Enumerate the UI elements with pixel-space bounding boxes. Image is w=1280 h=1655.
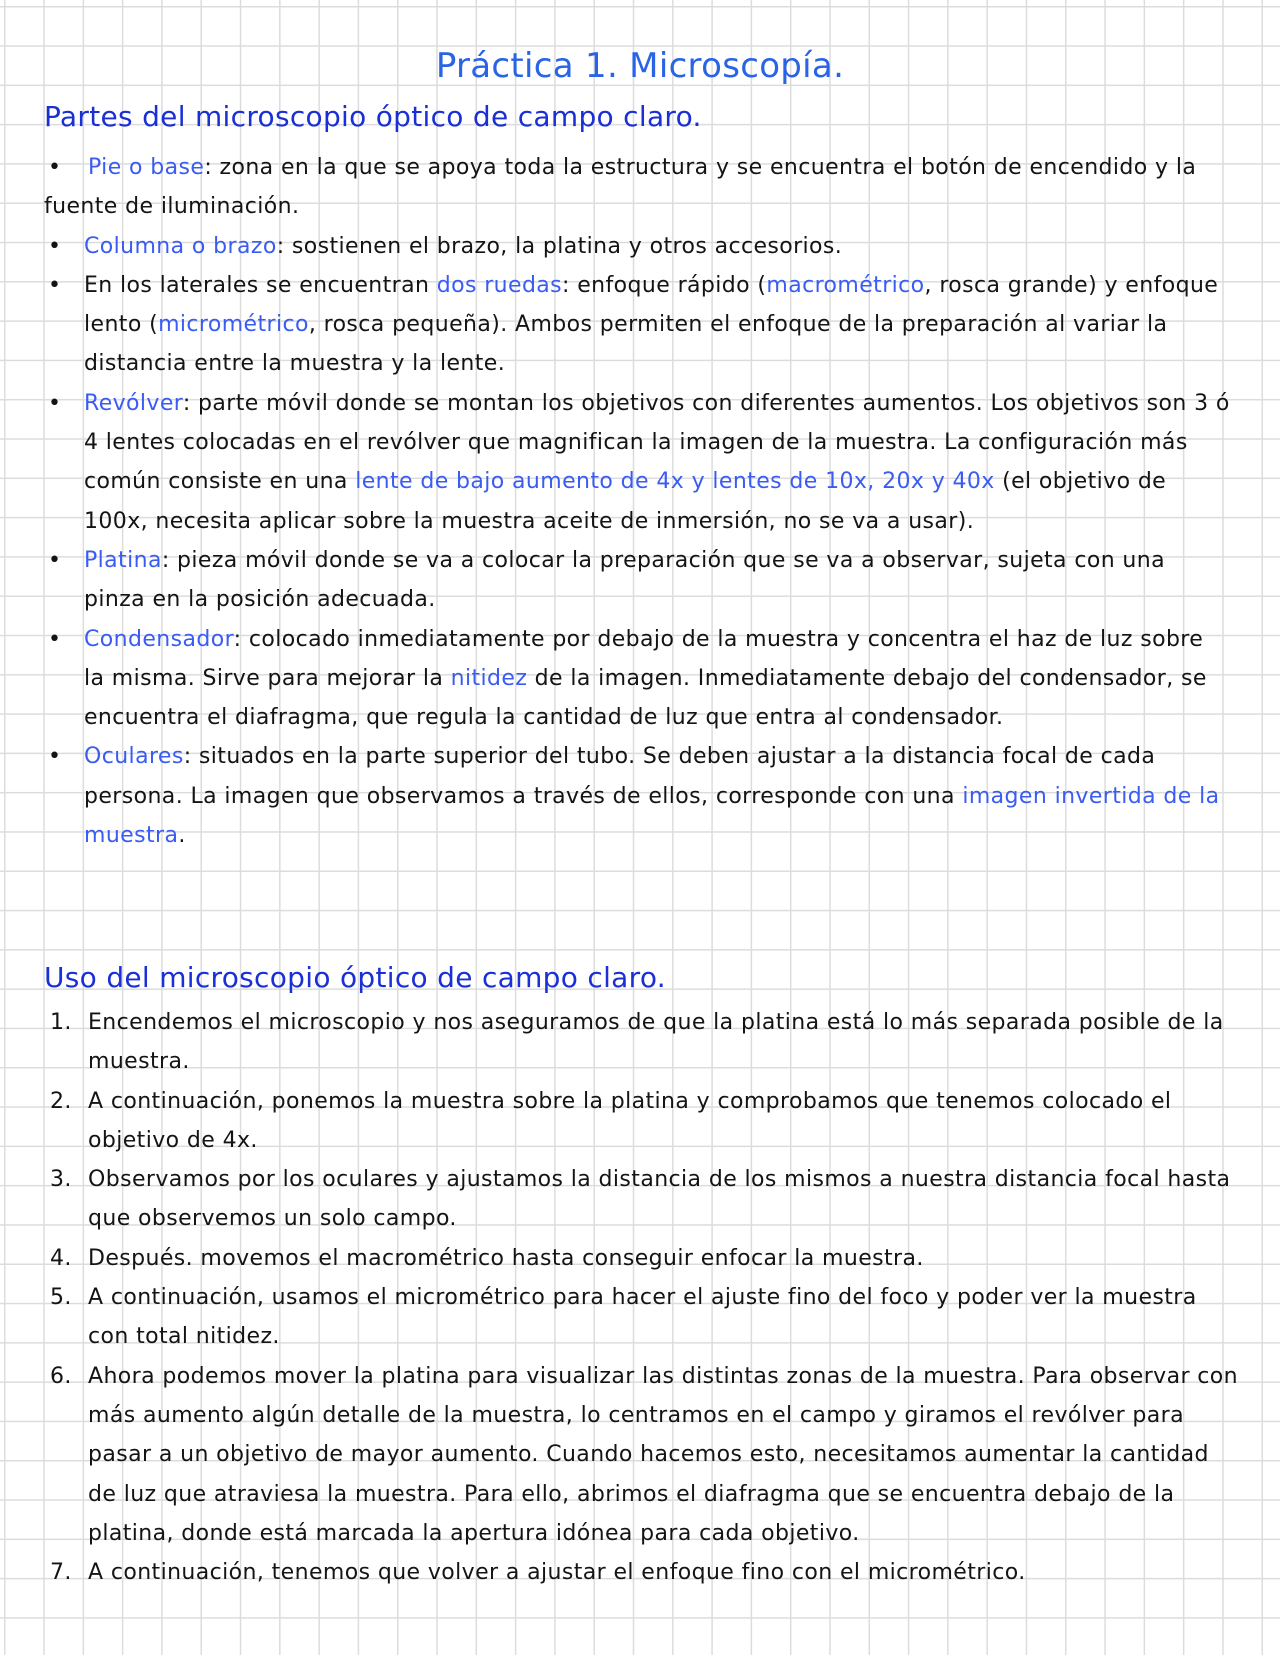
step-number: 5. — [50, 1285, 72, 1311]
step-text: Encendemos el microscopio y nos aseguramos de que la platina está lo más separada posible de la muestra. — [88, 1010, 1224, 1075]
list-item — [0, 620, 1240, 738]
step-text: Observamos por los oculares y ajustamos la distancia de los mismos a nuestra distancia focal hasta que observemos un solo campo. — [88, 1167, 1231, 1232]
step-number: 3. — [50, 1167, 72, 1193]
list-item — [0, 1082, 1250, 1161]
list-item — [0, 1553, 1250, 1592]
item-text: : pieza móvil donde se va a colocar la preparación que se va a observar, sujeta con una pinza en la posición adecuada. — [84, 547, 1165, 613]
highlight-text: lente de bajo aumento de 4x y lentes de 10x, 20x y 40x — [355, 469, 995, 495]
step-text: A continuación, tenemos que volver a ajustar el enfoque fino con el micrométrico. — [88, 1560, 1026, 1586]
term: Condensador — [84, 626, 234, 652]
item-text: (el objetivo de 100x, necesita aplicar sobre la muestra aceite de inmersión, no se va a usar). — [84, 469, 1167, 534]
page-title: Práctica 1. Microscopía. — [435, 46, 845, 86]
list-item — [0, 541, 1240, 620]
list-item — [0, 737, 1240, 855]
step-number: 4. — [50, 1245, 72, 1271]
item-text: , rosca pequeña). Ambos permiten el enfoque de la preparación al variar la distancia entre la muestra y la lente. — [84, 312, 1168, 377]
item-text: : zona en la que se apoya toda la estructura y se encuentra el botón de encendido y la fuente de iluminación. — [44, 155, 1197, 220]
item-text: : parte móvil donde se montan los objetivos con diferentes aumentos. Los objetivos son 3 ó 4 lentes colocadas en el revólver que magnifican la imagen de la muestra. La configuración más común consiste en una — [84, 390, 1230, 495]
term: Columna o brazo — [84, 233, 277, 259]
bullet-icon: • — [48, 744, 62, 770]
bullet-icon: • — [48, 155, 62, 180]
term: Revólver — [84, 390, 183, 416]
item-text: . — [178, 823, 186, 849]
bullet-icon: • — [48, 547, 62, 573]
step-text: Ahora podemos mover la platina para visualizar las distintas zonas de la muestra. Para observar con más aumento algún detalle de la muestra, lo centramos en el campo y giramos el revólver para pasar a un objetivo de mayor aumento. Cuando hacemos esto, necesitamos aumentar la cantidad de luz que atraviesa la muestra. Para ello, abrimos el diafragma que se encuentra debajo de la platina, donde está marcada la apertura idónea para cada objetivo. — [88, 1363, 1238, 1546]
bullet-icon: • — [48, 272, 62, 298]
step-text: Después. movemos el macrométrico hasta conseguir enfocar la muestra. — [88, 1245, 924, 1271]
bullet-icon: • — [48, 233, 62, 259]
section-heading-usage: Uso del microscopio óptico de campo claro. — [44, 961, 666, 994]
section-heading-parts: Partes del microscopio óptico de campo claro. — [44, 100, 702, 133]
list-item — [0, 1278, 1250, 1357]
bullet-icon: • — [48, 390, 62, 416]
list-item — [0, 1003, 1250, 1082]
usage-steps-list — [0, 1003, 1250, 1592]
step-number: 7. — [50, 1560, 72, 1586]
list-item — [0, 227, 1240, 266]
list-item — [0, 148, 1240, 227]
item-text: de la imagen. Inmediatamente debajo del condensador, se encuentra el diafragma, que regula la cantidad de luz que entra al condensador. — [84, 665, 1207, 731]
term: Pie o base — [88, 155, 205, 180]
highlight-text: micrométrico — [158, 312, 309, 338]
bullet-icon: • — [48, 626, 62, 652]
item-text: : enfoque rápido ( — [562, 272, 767, 298]
highlight-text: dos ruedas — [436, 272, 563, 298]
term: Platina — [84, 547, 162, 573]
highlight-text: nitidez — [450, 665, 528, 691]
item-text: En los laterales se encuentran — [84, 272, 437, 298]
step-number: 2. — [50, 1088, 72, 1114]
highlight-text: imagen invertida de la muestra — [84, 783, 1220, 849]
step-text: A continuación, usamos el micrométrico para hacer el ajuste fino del foco y poder ver la muestra con total nitidez. — [88, 1285, 1197, 1350]
parts-list — [0, 148, 1240, 855]
term: Oculares — [84, 744, 184, 770]
step-number: 6. — [50, 1363, 72, 1389]
step-number: 1. — [50, 1010, 72, 1035]
item-text: : colocado inmediatamente por debajo de la muestra y concentra el haz de luz sobre la misma. Sirve para mejorar la — [84, 626, 1204, 691]
list-item — [0, 384, 1240, 541]
highlight-text: macrométrico — [766, 272, 925, 298]
item-text: , rosca grande) y enfoque lento ( — [84, 272, 1219, 338]
list-item — [0, 1160, 1250, 1239]
list-item — [0, 1357, 1250, 1553]
item-text: : sostienen el brazo, la platina y otros accesorios. — [276, 233, 843, 259]
item-text: : situados en la parte superior del tubo. Se deben ajustar a la distancia focal de cada persona. La imagen que observamos a través de ellos, corresponde con una — [84, 744, 1156, 809]
list-item — [0, 1239, 1250, 1278]
step-text: A continuación, ponemos la muestra sobre la platina y comprobamos que tenemos colocado el objetivo de 4x. — [88, 1088, 1172, 1153]
list-item — [0, 266, 1240, 384]
